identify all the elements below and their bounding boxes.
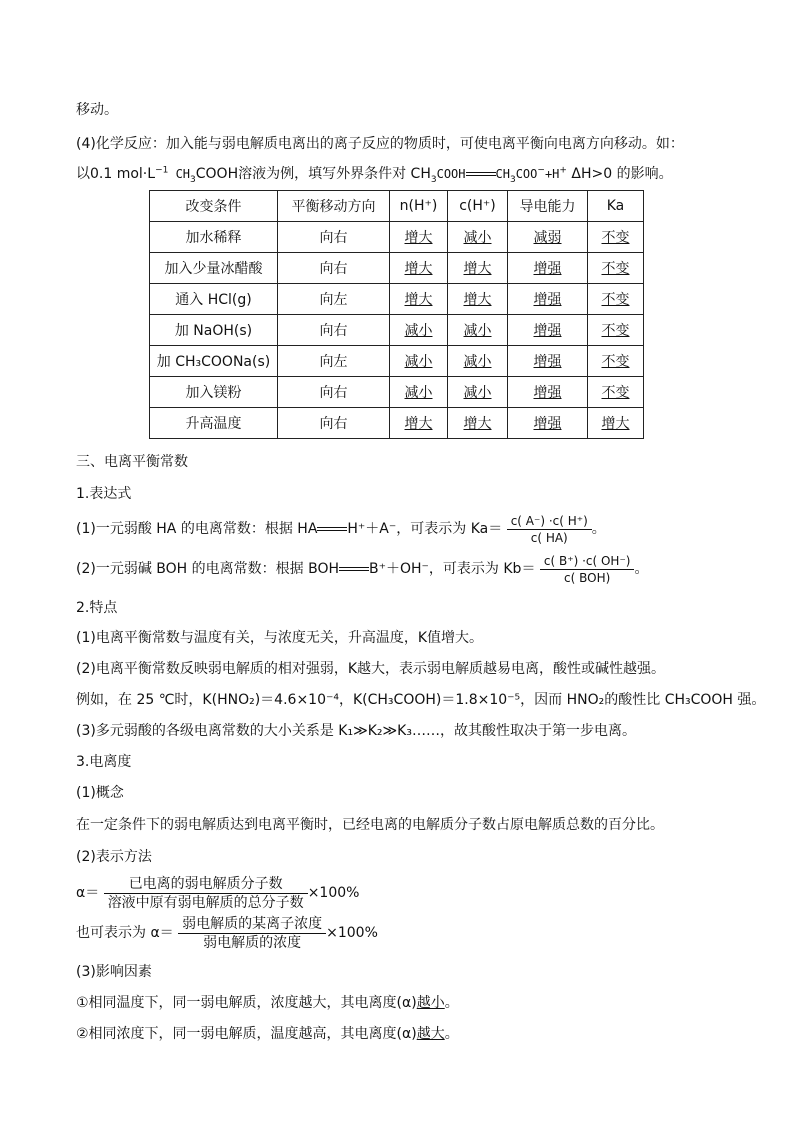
subsection-title: 2.特点 <box>76 600 118 616</box>
top-text: 移动。 <box>76 102 118 118</box>
header-cell: Ka <box>588 191 644 222</box>
table-row <box>150 253 644 284</box>
table-cell: 增大 <box>448 284 508 315</box>
table-cell: 减小 <box>448 377 508 408</box>
table-cell: 加入镁粉 <box>150 377 278 408</box>
paragraph: (3)影响因素 <box>76 964 152 980</box>
paragraph: (2)表示方法 <box>76 849 152 865</box>
table-cell: 向右 <box>278 253 390 284</box>
table-cell: 减小 <box>390 346 448 377</box>
table-cell: 向左 <box>278 346 390 377</box>
alpha-fraction-1: $\frac{\text{已电离的弱电解质分子数}}{\text{溶液中原有弱电解质的总分子数}}$ <box>104 875 308 912</box>
header-cell: 导电能力 <box>508 191 588 222</box>
table-cell: 减小 <box>390 315 448 346</box>
base-constant-line: (2)一元弱碱 BOH 的电离常数：根据 BOH B⁺＋OH⁻，可表示为 Kb＝ $\frac{c( B^+) \cdot c( OH^-)}{\text{c( BOH)}}$ 。 <box>76 553 649 585</box>
paragraph: 例如，在 25 ℃时，K(HNO₂)＝4.6×10⁻⁴，K(CH₃COOH)＝1.8×10⁻⁵，因而 HNO₂的酸性比 CH₃COOH 强。 <box>76 692 766 708</box>
table-row <box>150 346 644 377</box>
table-cell: 向右 <box>278 222 390 253</box>
section-title: 三、电离平衡常数 <box>76 454 188 470</box>
table-cell: 减小 <box>448 315 508 346</box>
acid-constant-line: (1)一元弱酸 HA 的电离常数：根据 HA H⁺＋A⁻，可表示为 Ka＝ $\frac{c( A^-) \cdot c( H^+)}{c( HA)}$ 。 <box>76 513 606 545</box>
table-cell: 加 CH₃COONa(s) <box>150 346 278 377</box>
table-cell: 增强 <box>508 253 588 284</box>
subsection-title: 3.电离度 <box>76 754 132 770</box>
table-row <box>150 408 644 439</box>
paragraph: (2)电离平衡常数反映弱电解质的相对强弱，K越大，表示弱电解质越易电离，酸性或碱性越强。 <box>76 661 666 677</box>
equilibrium-table <box>149 190 644 439</box>
table-cell: 增强 <box>508 346 588 377</box>
table-cell: 向右 <box>278 377 390 408</box>
table-cell: 通入 HCl(g) <box>150 284 278 315</box>
paragraph: ①相同温度下，同一弱电解质，浓度越大，其电离度(α)越小。 <box>76 995 459 1011</box>
table-row <box>150 315 644 346</box>
table-cell: 不变 <box>588 253 644 284</box>
table-cell: 增强 <box>508 284 588 315</box>
table-row <box>150 222 644 253</box>
table-cell: 向右 <box>278 315 390 346</box>
item4-line1: (4)化学反应：加入能与弱电解质电离出的离子反应的物质时，可使电离平衡向电离方向移动。如： <box>76 136 684 152</box>
acid-constant-fraction: $\frac{c( A^-) \cdot c( H^+)}{c( HA)}$ <box>507 513 592 546</box>
table-cell: 增强 <box>508 408 588 439</box>
equilibrium-arrow-icon <box>317 525 347 533</box>
alpha-formula-2: 也可表示为 α＝ $\frac{\text{弱电解质的某离子浓度}}{\text{弱电解质的浓度}}$ ×100% <box>76 915 378 951</box>
table-row <box>150 377 644 408</box>
table-cell: 增大 <box>448 408 508 439</box>
table-cell: 向右 <box>278 408 390 439</box>
table-cell: 增大 <box>390 284 448 315</box>
alpha-formula-1: α＝ $\frac{\text{已电离的弱电解质分子数}}{\text{溶液中原有弱电解质的总分子数}}$ ×100% <box>76 875 360 911</box>
equilibrium-arrow-icon <box>339 565 369 573</box>
table-cell: 增大 <box>390 222 448 253</box>
header-cell: n(H⁺) <box>390 191 448 222</box>
paragraph: ②相同浓度下，同一弱电解质，温度越高，其电离度(α)越大。 <box>76 1026 459 1042</box>
table-cell: 向左 <box>278 284 390 315</box>
table-cell: 减小 <box>448 222 508 253</box>
table-header-row <box>150 191 644 222</box>
paragraph: 在一定条件下的弱电解质达到电离平衡时，已经电离的电解质分子数占原电解质总数的百分比。 <box>76 817 664 833</box>
table-cell: 不变 <box>588 315 644 346</box>
table-cell: 加 NaOH(s) <box>150 315 278 346</box>
table-cell: 不变 <box>588 377 644 408</box>
table-cell: 不变 <box>588 222 644 253</box>
table-cell: 增大 <box>448 253 508 284</box>
table-cell: 增大 <box>588 408 644 439</box>
table-cell: 不变 <box>588 346 644 377</box>
table-cell: 增强 <box>508 315 588 346</box>
table-cell: 增强 <box>508 377 588 408</box>
item4-line2: 以0.1 $mol\cdot L^{-1}$ $CH_3COOH$溶液为例，填写外界条件对 $CH_3COOH$ $CH_3COO^-+H^+$ ΔH>0 的影响。 <box>76 165 673 185</box>
table-cell: 升高温度 <box>150 408 278 439</box>
paragraph: (1)概念 <box>76 785 124 801</box>
table-cell: 减小 <box>390 377 448 408</box>
equilibrium-arrow-icon <box>466 170 496 178</box>
paragraph: (1)电离平衡常数与温度有关，与浓度无关，升高温度，K值增大。 <box>76 630 484 646</box>
base-constant-fraction: $\frac{c( B^+) \cdot c( OH^-)}{\text{c( BOH)}}$ <box>540 553 635 586</box>
paragraph: (3)多元弱酸的各级电离常数的大小关系是 K₁≫K₂≫K₃……，故其酸性取决于第一步电离。 <box>76 723 636 739</box>
table-cell: 减小 <box>448 346 508 377</box>
header-cell: c(H⁺) <box>448 191 508 222</box>
table-row <box>150 284 644 315</box>
table-cell: 增大 <box>390 253 448 284</box>
table-cell: 加入少量冰醋酸 <box>150 253 278 284</box>
alpha-fraction-2: $\frac{\text{弱电解质的某离子浓度}}{\text{弱电解质的浓度}}$ <box>178 915 326 952</box>
subsection-title: 1.表达式 <box>76 486 132 502</box>
table-cell: 加水稀释 <box>150 222 278 253</box>
table-cell: 减弱 <box>508 222 588 253</box>
table-cell: 增大 <box>390 408 448 439</box>
header-cell: 改变条件 <box>150 191 278 222</box>
table-cell: 不变 <box>588 284 644 315</box>
header-cell: 平衡移动方向 <box>278 191 390 222</box>
